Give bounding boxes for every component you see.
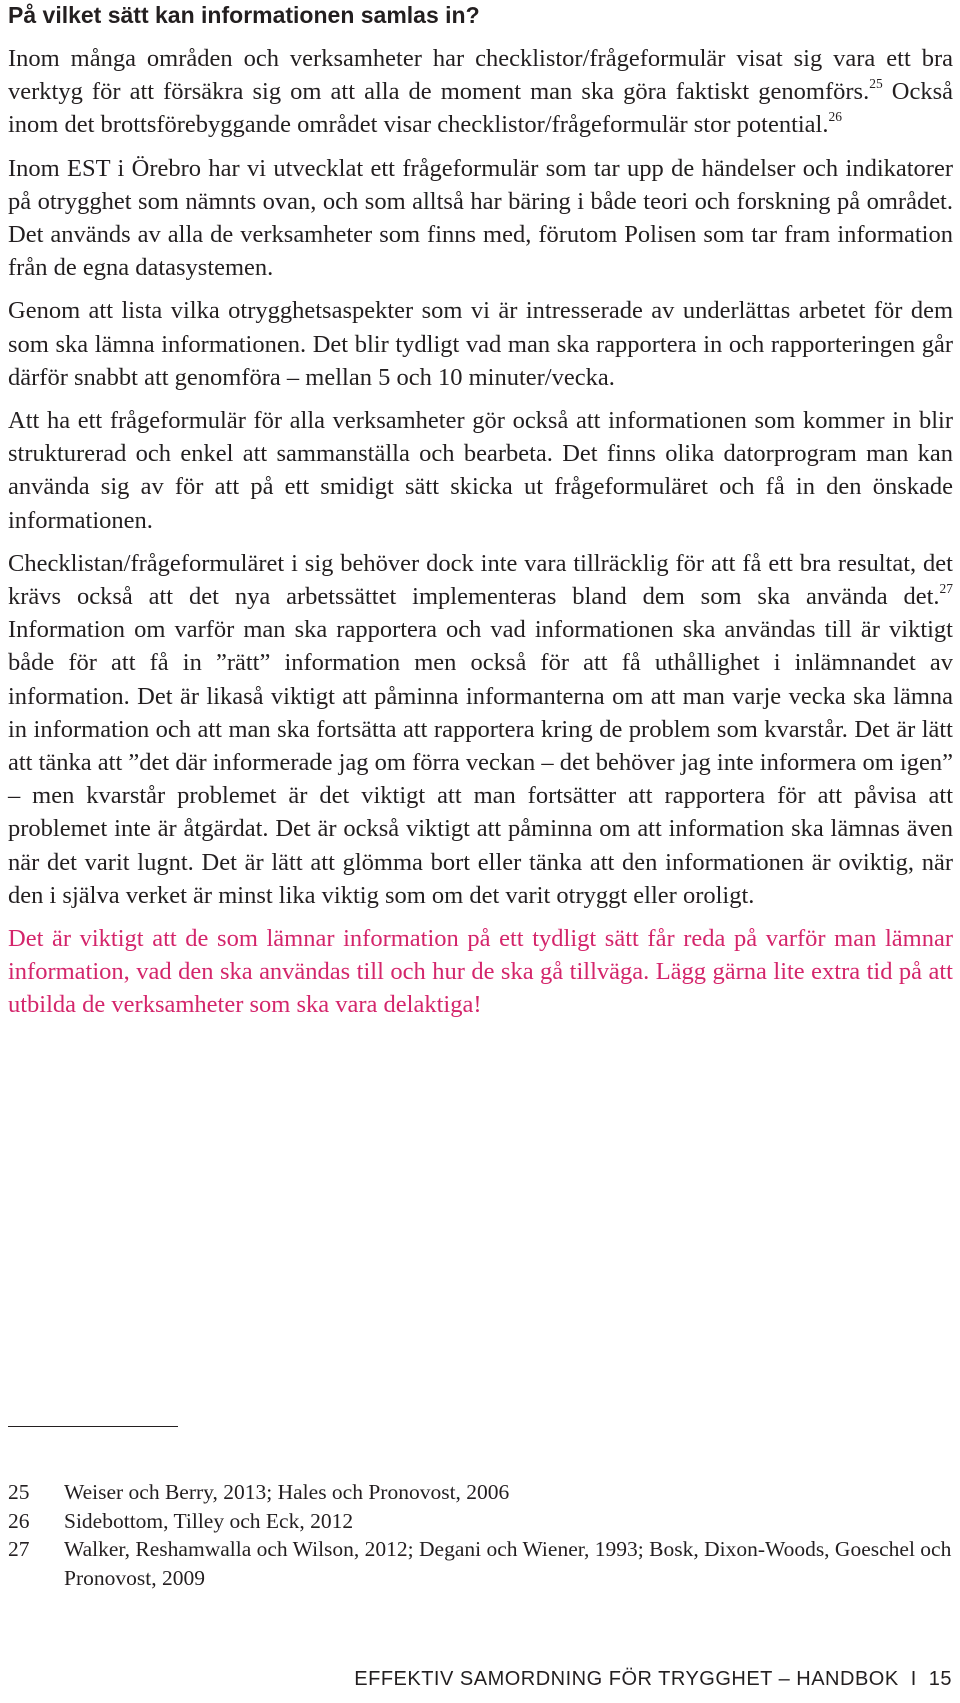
footnotes (8, 1478, 953, 1592)
body-text (8, 42, 953, 1032)
paragraph-questionnaire: Att ha ett frågeformulär för alla verksamheter gör också att informationen som kommer in blir strukturerad och enkel att sammanställa och bearbeta. Det finns olika datorprogram man kan använda sig av för att på ett smidigt sätt skicka ut frågeformuläret och få in den önskade informationen. (8, 407, 953, 534)
paragraph-text: Checklistan/frågeformuläret i sig behöver dock inte vara tillräcklig för att få ett bra resultat, det krävs också att det nya arbetssättet implementeras bland dem som ska använda det. (8, 549, 953, 611)
footnote-ref-26[interactable]: 26 (828, 109, 842, 125)
footnote-divider (8, 1426, 178, 1427)
page-footer (354, 1668, 952, 1691)
footnote-text: Weiser och Berry, 2013; Hales och Pronovost, 2006 (64, 1480, 510, 1504)
paragraph-est-orebro: Inom EST i Örebro har vi utvecklat ett frågeformulär som tar upp de händelser och indikatorer på otrygghet som nämnts ovan, och som alltså har bäring i både teori och forskning på området. Det används av alla de verksamheter som finns med, förutom Polisen som tar fram information från de egna datasystemen. (8, 154, 953, 282)
footnote-ref-27[interactable]: 27 (939, 581, 953, 597)
section-heading: På vilket sätt kan informationen samlas in? (8, 2, 480, 28)
footnote-number: 25 (8, 1480, 30, 1504)
footnote-number: 26 (8, 1508, 30, 1533)
paragraph-text: Inom många områden och verksamheter har checklistor/frågeformulär visat sig vara ett bra verktyg för att försäkra sig om att alla de moment man ska göra faktiskt genomförs. (8, 45, 953, 106)
footer-title: EFFEKTIV SAMORDNING FÖR TRYGGHET – HANDBOK (354, 1668, 899, 1690)
footnote-item (8, 1535, 953, 1592)
footnote-number: 27 (8, 1537, 30, 1562)
footnote-item (8, 1507, 953, 1536)
highlight-paragraph: Det är viktigt att de som lämnar information på ett tydligt sätt får reda på varför man lämnar information, vad den ska användas till och hur de ska gå tillväga. Lägg gärna lite extra tid på att utbilda de verksamheter som ska vara delaktiga! (8, 925, 953, 1019)
paragraph-list-aspects: Genom att lista vilka otrygghetsaspekter som vi är intresserade av underlättas arbetet för dem som ska lämna informationen. Det blir tydligt vad man ska rapportera in och rapporteringen går därför snabbt att genomföra – mellan 5 och 10 minuter/vecka. (8, 297, 953, 391)
paragraph-text: Information om varför man ska rapportera och vad informationen ska användas till är viktigt både för att få in ”rätt” information men också för att få uthållighet i inlämnandet av information. Det är likaså viktigt att påminna informanterna om att man varje vecka ska lämna in information och att man ska fortsätta att rapportera kring de problem som kvarstår. Det är lätt att tänka att ”det där informerade jag om förra veckan – det behöver jag inte informera om igen” – men kvarstår problemet är det viktigt att man fortsätter att rapportera för att påvisa att problemet inte är åtgärdat. Det är också viktigt att påminna om att information ska lämnas även när det varit lugnt. Det är lätt att glömma bort eller tänka att den informationen är oviktig, när den i själva verket är minst lika viktig som om det varit otryggt eller oroligt. (8, 616, 953, 909)
footnote-item (8, 1478, 953, 1507)
footnote-text: Sidebottom, Tilley och Eck, 2012 (64, 1508, 354, 1533)
paragraph-checklists (8, 42, 953, 142)
paragraph-text: Också inom det brottsförebyggande området visar checklistor/frågeformulär stor potential. (8, 78, 953, 139)
footer-separator: I (910, 1668, 917, 1690)
page-number: 15 (928, 1668, 952, 1690)
paragraph-implementation (8, 547, 953, 912)
footnote-text: Walker, Reshamwalla och Wilson, 2012; Degani och Wiener, 1993; Bosk, Dixon-Woods, Goeschel och Pronovost, 2009 (64, 1537, 952, 1590)
footnote-ref-25[interactable]: 25 (869, 76, 883, 92)
